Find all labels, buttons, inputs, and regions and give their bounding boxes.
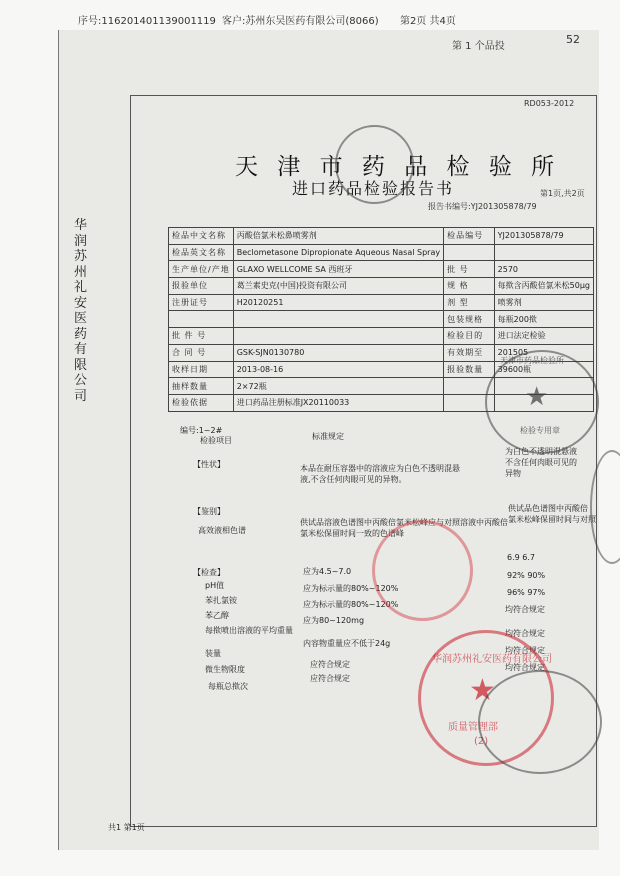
info-label: 剂 型 xyxy=(444,294,495,311)
info-value: Beclometasone Dipropionate Aqueous Nasal Spray xyxy=(233,244,443,261)
info-value: 39600瓶 xyxy=(494,361,593,378)
info-value: 每瓶200揿 xyxy=(494,311,593,328)
red-stamp-department: 质量管理部 xyxy=(448,722,498,733)
info-label: 检品中文名称 xyxy=(169,228,234,245)
info-value: 2×72瓶 xyxy=(233,378,443,395)
test-ph: pH值 xyxy=(205,581,225,590)
red-stamp-number: (2) xyxy=(474,736,489,747)
test-microbial-standard: 应符合规定 xyxy=(310,660,350,669)
info-value: 2570 xyxy=(494,261,593,278)
info-label: 批 件 号 xyxy=(169,328,234,345)
red-stamp-company: 华润苏州礼安医药有限公司 xyxy=(432,654,552,665)
info-label: 检品编号 xyxy=(444,228,495,245)
customer-name: 客户:苏州东吴医药有限公司(8066) xyxy=(222,16,379,27)
info-label: 注册证号 xyxy=(169,294,234,311)
info-label: 合 同 号 xyxy=(169,344,234,361)
info-value: 葛兰素史克(中国)投资有限公司 xyxy=(233,278,443,295)
char-result-3: 异物 xyxy=(505,469,521,478)
test-mean-dose-result: 均符合规定 xyxy=(505,605,545,614)
info-label: 检品英文名称 xyxy=(169,244,234,261)
copy-number: 第 1 个品投 xyxy=(452,41,505,52)
report-title: 进口药品检验报告书 xyxy=(292,179,455,198)
report-number: 报告书编号:YJ201305878/79 xyxy=(428,202,537,211)
section-character: 【性状】 xyxy=(193,460,225,469)
test-mean-dose-standard: 应为80~120mg xyxy=(303,616,365,625)
test-benzalkonium-result: 92% 90% xyxy=(507,571,546,580)
info-label: 检验依据 xyxy=(169,394,234,411)
id-item: 高效液相色谱 xyxy=(198,526,246,535)
info-value: 每揿含丙酸倍氯米松50μg xyxy=(494,278,593,295)
info-row xyxy=(169,311,594,328)
info-value: 2013-08-16 xyxy=(233,361,443,378)
info-value: 进口法定检验 xyxy=(494,328,593,345)
info-label: 有效期至 xyxy=(444,344,495,361)
info-value: YJ201305878/79 xyxy=(494,228,593,245)
info-label: 批 号 xyxy=(444,261,495,278)
info-value: GLAXO WELLCOME SA 西班牙 xyxy=(233,261,443,278)
form-code: RD053-2012 xyxy=(524,99,575,108)
test-content-standard: 内容物重量应不低于24g xyxy=(303,639,391,648)
info-value: 丙酸倍氯米松鼻喷雾剂 xyxy=(233,228,443,245)
id-standard-1: 供试品溶液色谱图中丙酸倍氯米松峰应与对照溶液中丙酸倍 xyxy=(300,518,508,527)
info-label: 包装规格 xyxy=(444,311,495,328)
info-label: 报验单位 xyxy=(169,278,234,295)
info-value xyxy=(233,311,443,328)
fax-header xyxy=(0,0,620,30)
info-value xyxy=(233,328,443,345)
test-benzalkonium-standard: 应为标示量的80%~120% xyxy=(303,584,399,593)
corner-number: 52 xyxy=(566,33,580,46)
test-microbial-result: 均符合规定 xyxy=(505,646,545,655)
info-label: 抽样数量 xyxy=(169,378,234,395)
test-phenylethanol-result: 96% 97% xyxy=(507,588,546,597)
test-ph-standard: 应为4.5~7.0 xyxy=(303,567,352,576)
report-page-number: 第1页,共2页 xyxy=(540,189,585,198)
char-standard-2: 液,不含任何肉眼可见的异物。 xyxy=(300,475,407,484)
info-label: 收样日期 xyxy=(169,361,234,378)
test-ph-result: 6.9 6.7 xyxy=(507,553,535,562)
column-item: 检验项目 xyxy=(200,436,232,445)
info-label: 报验数量 xyxy=(444,361,495,378)
page-info: 第2页 共4页 xyxy=(400,16,456,27)
test-phenylethanol-standard: 应为标示量的80%~120% xyxy=(303,600,399,609)
institute-gray-stamp xyxy=(335,125,414,204)
info-value xyxy=(494,244,593,261)
id-standard-2: 氯米松保留时间一致的色谱峰 xyxy=(300,529,404,538)
info-label: 规 格 xyxy=(444,278,495,295)
column-standard: 标准规定 xyxy=(312,432,344,441)
info-label xyxy=(169,311,234,328)
test-mean-dose: 每揿喷出溶液的平均重量 xyxy=(205,626,293,635)
info-value: 喷雾剂 xyxy=(494,294,593,311)
info-row xyxy=(169,244,594,261)
section-tests: 【检查】 xyxy=(193,568,225,577)
serial-number: 序号:116201401139001119 xyxy=(78,16,216,27)
info-label: 检验目的 xyxy=(444,328,495,345)
test-content-result: 均符合规定 xyxy=(505,629,545,638)
info-value: 201505 xyxy=(494,344,593,361)
sample-number: 编号:1~2# xyxy=(180,426,223,435)
id-result-1: 供试品色谱图中丙酸倍 xyxy=(508,504,588,513)
footer-page: 共1 第1页 xyxy=(108,823,145,832)
info-value: GSK-SJN0130780 xyxy=(233,344,443,361)
institute-name: 天 津 市 药 品 检 验 所 xyxy=(235,154,561,180)
id-result-2: 氯米松峰保留时间与对照 xyxy=(508,515,596,524)
test-benzalkonium: 苯扎氯铵 xyxy=(205,596,237,605)
info-value: 进口药品注册标准JX20110033 xyxy=(233,394,443,411)
red-star-icon: ★ xyxy=(469,673,496,708)
char-standard-1: 本品在耐压容器中的溶液应为白色不透明混悬 xyxy=(300,464,460,473)
side-company-name: 华润苏州礼安医药有限公司 xyxy=(74,218,88,404)
gray-stamp-name: 天津市药品检验所 xyxy=(500,356,564,365)
info-row xyxy=(169,328,594,345)
info-label: 生产单位/产地 xyxy=(169,261,234,278)
info-row xyxy=(169,278,594,295)
info-value: H20120251 xyxy=(233,294,443,311)
test-microbial: 微生物限度 xyxy=(205,665,245,674)
gray-stamp-3 xyxy=(478,670,602,774)
section-identification: 【鉴别】 xyxy=(193,507,225,516)
star-icon: ★ xyxy=(525,382,549,412)
test-phenylethanol: 苯乙醇 xyxy=(205,611,229,620)
test-total-sprays-result: 均符合规定 xyxy=(505,663,545,672)
test-total-sprays-standard: 应符合规定 xyxy=(310,674,350,683)
info-row xyxy=(169,294,594,311)
char-result-2: 不含任何肉眼可见的 xyxy=(505,458,577,467)
info-row xyxy=(169,261,594,278)
char-result-1: 为白色不透明混悬液 xyxy=(505,447,577,456)
test-content: 装量 xyxy=(205,649,221,658)
info-label xyxy=(444,244,495,261)
gray-stamp-purpose: 检验专用章 xyxy=(520,426,560,435)
test-total-sprays: 每瓶总揿次 xyxy=(208,682,248,691)
info-row xyxy=(169,228,594,245)
red-stamp-1 xyxy=(372,520,473,621)
